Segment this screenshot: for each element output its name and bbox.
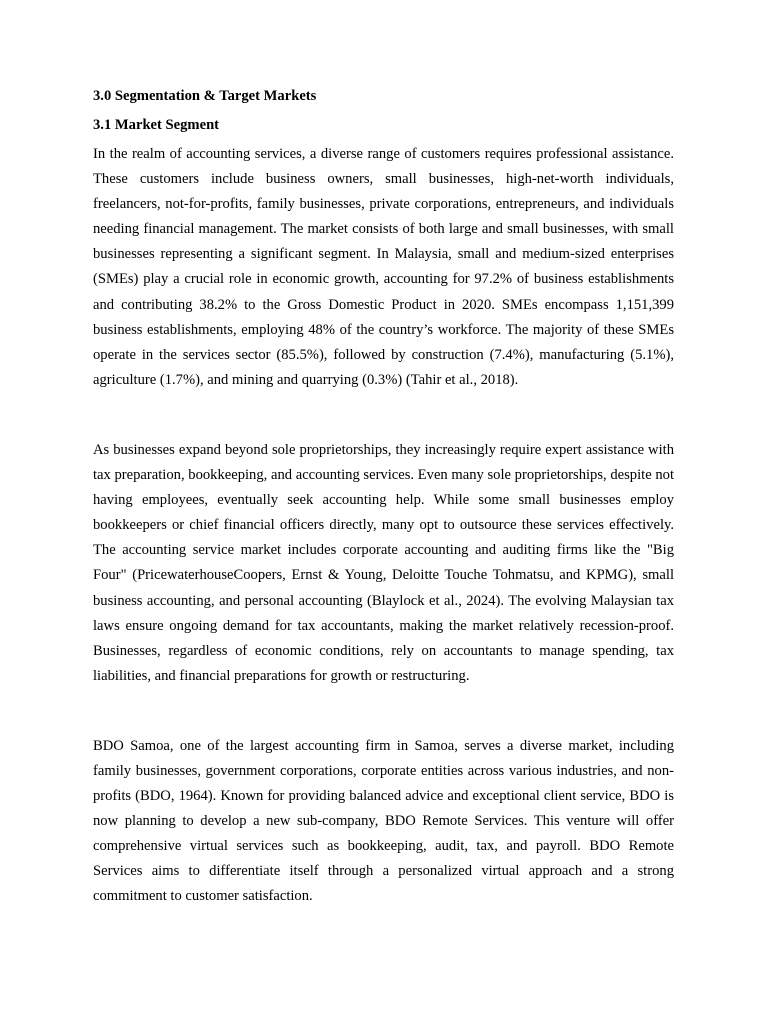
document-page bbox=[93, 86, 674, 910]
subsection-heading: 3.1 Market Segment bbox=[93, 117, 220, 133]
paragraph-market-overview: In the realm of accounting services, a diverse range of customers requires professional assistance. These customers include business owners, small businesses, high-net-worth individuals, freelancers, not-for-profits, family businesses, private corporations, entrepreneurs, and individuals needing financial management. The market consists of both large and small businesses, with small businesses representing a significant segment. In Malaysia, small and medium-sized enterprises (SMEs) play a crucial role in economic growth, accounting for 97.2% of business establishments and contributing 38.2% to the Gross Domestic Product in 2020. SMEs encompass 1,151,399 business establishments, employing 48% of the country’s workforce. The majority of these SMEs operate in the services sector (85.5%), followed by construction (7.4%), manufacturing (5.1%), agriculture (1.7%), and mining and quarrying (0.3%) (Tahir et al., 2018). bbox=[93, 146, 674, 388]
section-heading: 3.0 Segmentation & Target Markets bbox=[93, 88, 317, 104]
paragraph-accounting-demand: As businesses expand beyond sole proprietorships, they increasingly require expert assistance with tax preparation, bookkeeping, and accounting services. Even many sole proprietorships, despite not having employees, eventually seek accounting help. While some small businesses employ bookkeepers or chief financial officers directly, many opt to outsource these services effectively. The accounting service market includes corporate accounting and auditing firms like the "Big Four" (PricewaterhouseCoopers, Ernst & Young, Deloitte Touche Tohmatsu, and KPMG), small business accounting, and personal accounting (Blaylock et al., 2024). The evolving Malaysian tax laws ensure ongoing demand for tax accountants, making the market relatively recession-proof. Businesses, regardless of economic conditions, rely on accountants to manage spending, tax liabilities, and financial preparations for growth or restructuring. bbox=[93, 441, 674, 684]
paragraph-bdo-samoa: BDO Samoa, one of the largest accounting firm in Samoa, serves a diverse market, including family businesses, government corporations, corporate entities across various industries, and non-profits (BDO, 1964). Known for providing balanced advice and exceptional client service, BDO is now planning to develop a new sub-company, BDO Remote Services. This venture will offer comprehensive virtual services such as bookkeeping, audit, tax, and payroll. BDO Remote Services aims to differentiate itself through a personalized virtual approach and a strong commitment to customer satisfaction. bbox=[93, 737, 674, 905]
